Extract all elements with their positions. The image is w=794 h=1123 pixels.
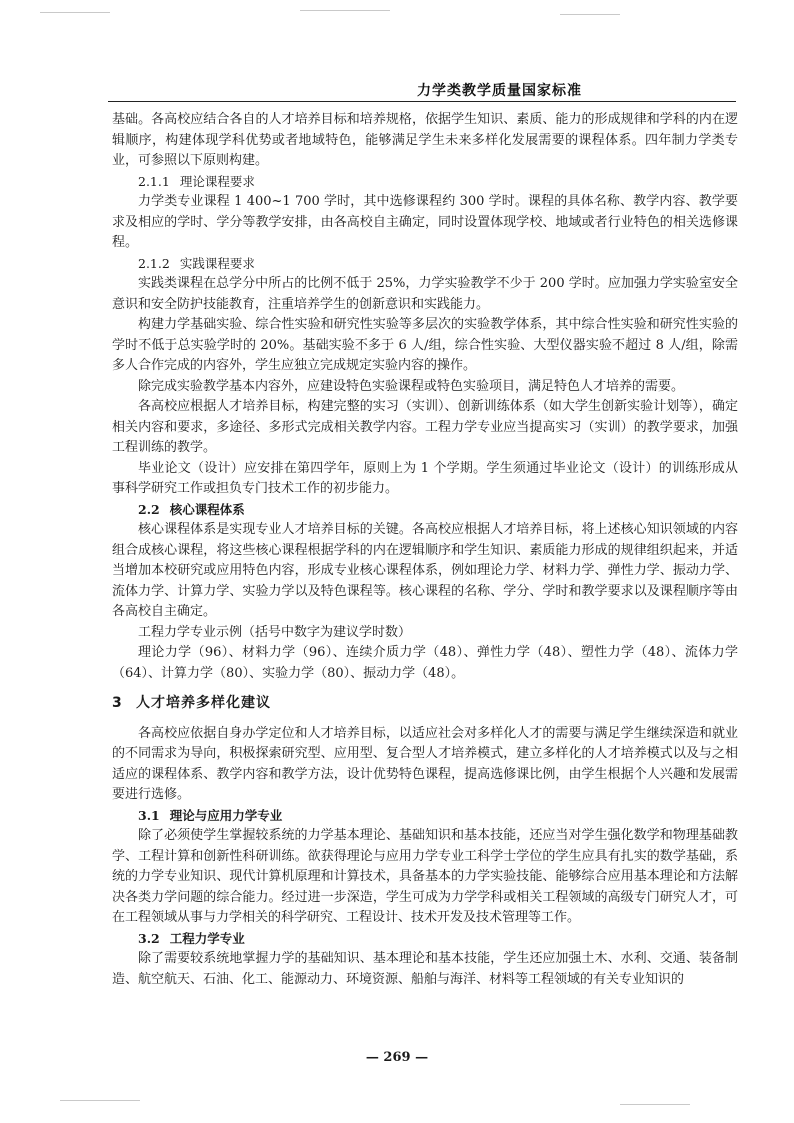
section-heading-3-1 — [112, 806, 738, 827]
paragraph: 除了必须使学生掌握较系统的力学基本理论、基础知识和基本技能，还应当对学生强化数学和物理基础教学、工程计算和创新性科研训练。欲获得理论与应用力学专业工科学士学位的学生应具有扎实的数学基础，系统的力学专业知识、现代计算机原理和计算技术，具备基本的力学实验技能、能够综合应用基本理论和方法解决各类力学问题的综合能力。经过进一步深造，学生可成为力学学科或相关工程领域的高级专门研究人才，可在工程领域从事与力学相关的科学研究、工程设计、技术开发及技术管理等工作。 — [112, 828, 738, 925]
subsection-heading-2-1-2 — [112, 254, 738, 275]
scan-artifact — [60, 1100, 140, 1101]
section-title: 核心课程体系 — [169, 501, 245, 517]
body-text — [112, 110, 738, 990]
section-title: 实践课程要求 — [179, 255, 255, 271]
section-number: 2.1.1 — [138, 173, 170, 189]
paragraph: 核心课程体系是实现专业人才培养目标的关键。各高校应根据人才培养目标，将上述核心知识领域的内容组合成核心课程，将这些核心课程根据学科的内在逻辑顺序和学生知识、素质能力形成的规律组织起来，并适当增加本校研究或应用特色内容，形成专业核心课程体系，例如理论力学、材料力学、弹性力学、振动力学、流体力学、计算力学、实验力学以及特色课程等。核心课程的名称、学分、学时和教学要求以及课程顺序等由各高校自主确定。 — [112, 522, 738, 619]
chapter-heading-3 — [112, 693, 738, 714]
paragraph: 构建力学基础实验、综合性实验和研究性实验等多层次的实验教学体系，其中综合性实验和研究性实验的学时不低于总实验学时的 20%。基础实验不多于 6 人/组，综合性实验、大型仪器实验不超过 8 人/组，除需多人合作完成的内容外，学生应独立完成规定实验内容的操作。 — [112, 317, 738, 373]
section-title: 理论课程要求 — [179, 173, 255, 189]
paragraph: 除了需要较系统地掌握力学的基础知识、基本理论和基本技能，学生还应加强土木、水利、交通、装备制造、航空航天、石油、化工、能源动力、环境资源、船舶与海洋、材料等工程领域的有关专业知识的 — [112, 951, 738, 987]
section-number: 3 — [112, 695, 123, 711]
section-heading-2-2 — [112, 500, 738, 521]
section-title: 人才培养多样化建议 — [136, 695, 271, 711]
section-number: 3.1 — [138, 807, 160, 823]
paragraph: 理论力学（96）、材料力学（96）、连续介质力学（48）、弹性力学（48）、塑性力学（48）、流体力学（64）、计算力学（80）、实验力学（80）、振动力学（48）。 — [112, 645, 738, 681]
header-rule — [108, 101, 736, 102]
scan-artifact — [620, 1104, 690, 1105]
paragraph: 力学类专业课程 1 400~1 700 学时，其中选修课程约 300 学时。课程的具体名称、教学内容、教学要求及相应的学时、学分等教学安排，由各高校自主确定，同时设置体现学校、地域或者行业特色的相关选修课程。 — [112, 194, 738, 250]
paragraph: 各高校应依据自身办学定位和人才培养目标，以适应社会对多样化人才的需要与满足学生继续深造和就业的不同需求为导向，积极探索研究型、应用型、复合型人才培养模式，建立多样化的人才培养模式以及与之相适应的课程体系、教学内容和教学方法，设计优势特色课程，提高选修课比例，由学生根据个人兴趣和发展需要进行选修。 — [112, 725, 738, 802]
paragraph: 实践类课程在总学分中所占的比例不低于 25%，力学实验教学不少于 200 学时。应加强力学实验室安全意识和安全防护技能教育，注重培养学生的创新意识和实践能力。 — [112, 276, 738, 312]
scan-artifact — [560, 14, 620, 15]
paragraph: 基础。各高校应结合各自的人才培养目标和培养规格，依据学生知识、素质、能力的形成规律和学科的内在逻辑顺序，构建体现学科优势或者地域特色，能够满足学生未来多样化发展需要的课程体系。四年制力学类专业，可参照以下原则构建。 — [112, 112, 738, 168]
paragraph: 毕业论文（设计）应安排在第四学年，原则上为 1 个学期。学生须通过毕业论文（设计）的训练形成从事科学研究工作或担负专门技术工作的初步能力。 — [112, 460, 738, 496]
section-heading-3-2 — [112, 929, 738, 950]
paragraph: 工程力学专业示例（括号中数字为建议学时数） — [138, 624, 412, 640]
section-number: 3.2 — [138, 930, 160, 946]
paragraph: 除完成实验教学基本内容外，应建设特色实验课程或特色实验项目，满足特色人才培养的需要。 — [138, 378, 685, 394]
section-number: 2.2 — [138, 501, 160, 517]
section-title: 理论与应用力学专业 — [169, 807, 283, 823]
section-number: 2.1.2 — [138, 255, 170, 271]
subsection-heading-2-1-1 — [112, 172, 738, 193]
page-number: — 269 — — [365, 1050, 429, 1065]
scan-artifact — [40, 12, 110, 13]
paragraph: 各高校应根据人才培养目标，构建完整的实习（实训）、创新训练体系（如大学生创新实验计划等），确定相关内容和要求，多途径、多形式完成相关教学内容。工程力学专业应当提高实习（实训）的教学要求，加强工程训练的教学。 — [112, 399, 738, 455]
scan-artifact — [300, 10, 390, 11]
section-title: 工程力学专业 — [169, 930, 245, 946]
running-header-title: 力学类教学质量国家标准 — [417, 83, 582, 99]
